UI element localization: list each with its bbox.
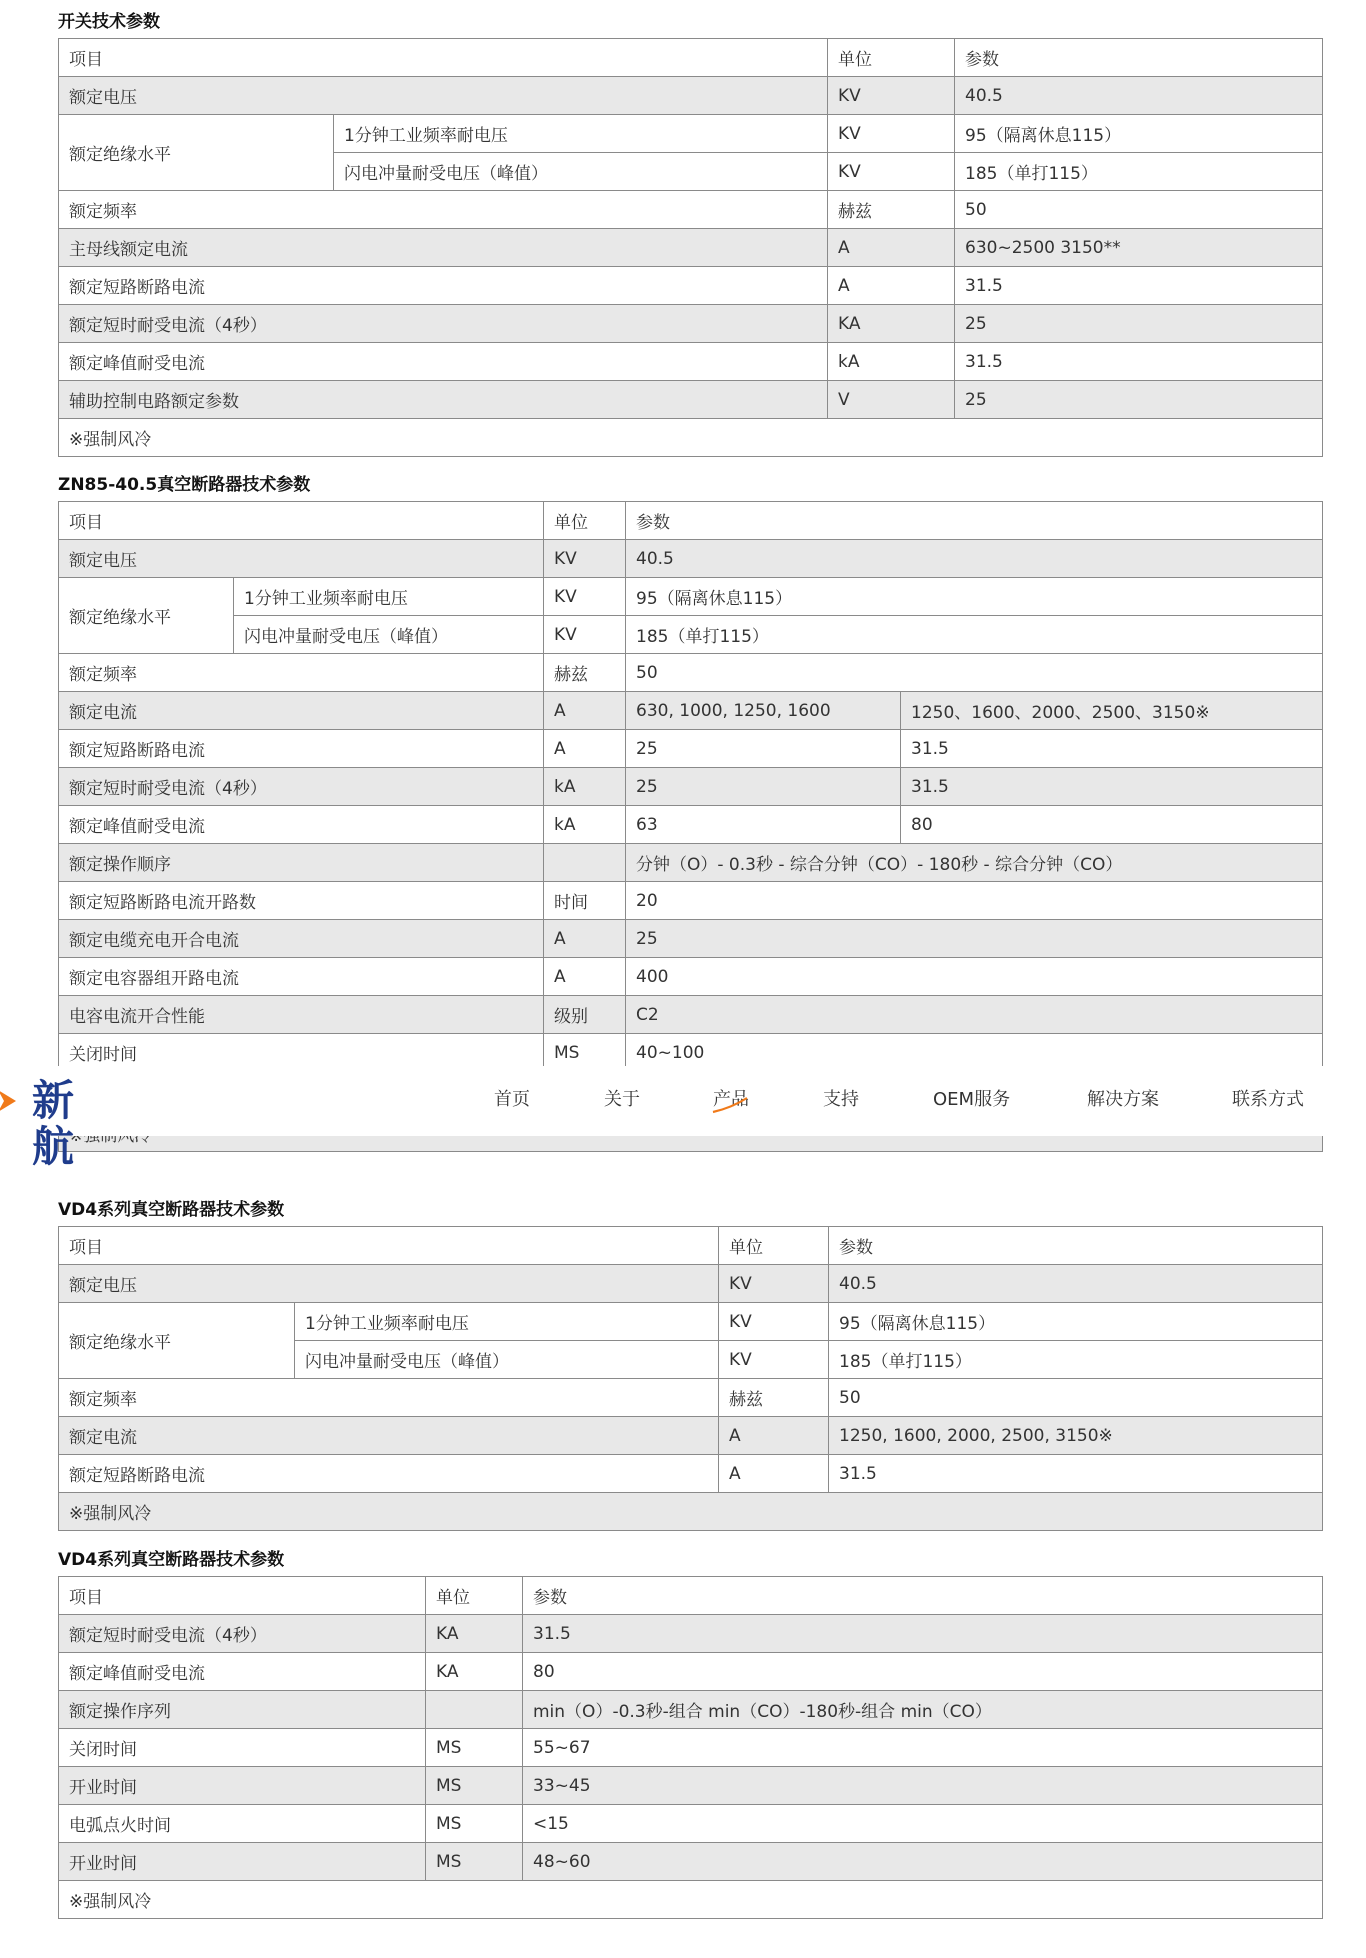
nav-products-label: 产品 xyxy=(713,1089,749,1110)
header-param: 参数 xyxy=(523,1577,1323,1615)
row-item: 额定绝缘水平 xyxy=(59,115,334,191)
table-row xyxy=(59,540,1323,578)
row-param: 31.5 xyxy=(523,1615,1323,1653)
row-item: 开业时间 xyxy=(59,1843,426,1881)
table-row xyxy=(59,1417,1323,1455)
row-param: 95（隔离休息115） xyxy=(955,115,1323,153)
row-item: 额定短时耐受电流（4秒） xyxy=(59,768,544,806)
table-row xyxy=(59,1805,1323,1843)
row-unit: kA xyxy=(544,768,626,806)
header-item: 项目 xyxy=(59,1227,719,1265)
table-row xyxy=(59,381,1323,419)
row-param: 33~45 xyxy=(523,1767,1323,1805)
row-unit: KV xyxy=(719,1265,829,1303)
row-param-b: 31.5 xyxy=(901,768,1323,806)
table-note: ※强制风冷 xyxy=(59,419,1323,457)
row-param: 55~67 xyxy=(523,1729,1323,1767)
row-param: 25 xyxy=(955,305,1323,343)
row-subitem: 闪电冲量耐受电压（峰值） xyxy=(295,1341,719,1379)
zn85-spec-table xyxy=(58,501,1323,1072)
row-item: 额定短路断路电流开路数 xyxy=(59,882,544,920)
row-unit: A xyxy=(719,1455,829,1493)
header-unit: 单位 xyxy=(828,39,955,77)
row-unit: 赫兹 xyxy=(544,654,626,692)
row-unit: MS xyxy=(426,1805,523,1843)
section-title: VD4系列真空断路器技术参数 xyxy=(58,1200,285,1220)
row-item: 关闭时间 xyxy=(59,1034,544,1072)
row-item: 额定电压 xyxy=(59,1265,719,1303)
header-item: 项目 xyxy=(59,1577,426,1615)
table-row xyxy=(59,267,1323,305)
row-param: 40.5 xyxy=(955,77,1323,115)
table-row xyxy=(59,191,1323,229)
row-item: 额定电流 xyxy=(59,1417,719,1455)
table-row xyxy=(59,115,1323,153)
row-unit: KV xyxy=(828,153,955,191)
row-item: 额定短时耐受电流（4秒） xyxy=(59,1615,426,1653)
table-row xyxy=(59,882,1323,920)
header-item: 项目 xyxy=(59,502,544,540)
vd4-spec-section-2 xyxy=(58,1548,1323,1919)
row-unit: kA xyxy=(828,343,955,381)
row-item: 额定峰值耐受电流 xyxy=(59,343,828,381)
row-param: min（O）-0.3秒-组合 min（CO）-180秒-组合 min（CO） xyxy=(523,1691,1323,1729)
row-item: 额定短时耐受电流（4秒） xyxy=(59,305,828,343)
row-unit: KV xyxy=(828,115,955,153)
table-row xyxy=(59,768,1323,806)
row-unit xyxy=(544,844,626,882)
row-item: 额定短路断路电流 xyxy=(59,1455,719,1493)
row-item: 电容电流开合性能 xyxy=(59,996,544,1034)
table-row xyxy=(59,958,1323,996)
row-param-b: 31.5 xyxy=(901,730,1323,768)
row-item: 额定频率 xyxy=(59,654,544,692)
row-item: 额定绝缘水平 xyxy=(59,1303,295,1379)
row-unit: A xyxy=(828,267,955,305)
row-unit: 赫兹 xyxy=(828,191,955,229)
row-param: 40~100 xyxy=(626,1034,1323,1072)
row-param: 25 xyxy=(626,920,1323,958)
row-param: 25 xyxy=(955,381,1323,419)
row-param: <15 xyxy=(523,1805,1323,1843)
row-subitem: 1分钟工业频率耐电压 xyxy=(295,1303,719,1341)
row-param: 48~60 xyxy=(523,1843,1323,1881)
row-param-a: 25 xyxy=(626,768,901,806)
table-row xyxy=(59,692,1323,730)
row-unit: A xyxy=(544,692,626,730)
row-param: 80 xyxy=(523,1653,1323,1691)
row-unit: 赫兹 xyxy=(719,1379,829,1417)
table-row xyxy=(59,343,1323,381)
row-unit: MS xyxy=(426,1843,523,1881)
table-row xyxy=(59,1265,1323,1303)
row-param: 分钟（O）- 0.3秒 - 综合分钟（CO）- 180秒 - 综合分钟（CO） xyxy=(626,844,1323,882)
row-param: 630~2500 3150** xyxy=(955,229,1323,267)
table-row xyxy=(59,1691,1323,1729)
table-row xyxy=(59,1379,1323,1417)
row-item: 辅助控制电路额定参数 xyxy=(59,381,828,419)
table-row xyxy=(59,1767,1323,1805)
section-title: ZN85-40.5真空断路器技术参数 xyxy=(58,475,311,495)
row-item: 额定短路断路电流 xyxy=(59,730,544,768)
row-param: 31.5 xyxy=(955,343,1323,381)
nav-oem-service[interactable]: OEM服务 xyxy=(933,1089,1011,1110)
row-item: 额定绝缘水平 xyxy=(59,578,234,654)
row-param: 1250, 1600, 2000, 2500, 3150※ xyxy=(829,1417,1323,1455)
active-indicator-icon xyxy=(711,1096,751,1116)
row-unit: KV xyxy=(828,77,955,115)
table-row xyxy=(59,229,1323,267)
row-item: 额定操作顺序 xyxy=(59,844,544,882)
row-param: 95（隔离休息115） xyxy=(829,1303,1323,1341)
header-item: 项目 xyxy=(59,39,828,77)
row-unit: A xyxy=(544,920,626,958)
row-param-a: 63 xyxy=(626,806,901,844)
row-param: 185（单打115） xyxy=(829,1341,1323,1379)
header-param: 参数 xyxy=(955,39,1323,77)
row-item: 关闭时间 xyxy=(59,1729,426,1767)
row-item: 电弧点火时间 xyxy=(59,1805,426,1843)
row-param: 185（单打115） xyxy=(626,616,1323,654)
row-item: 额定频率 xyxy=(59,191,828,229)
header-param: 参数 xyxy=(829,1227,1323,1265)
row-param: 95（隔离休息115） xyxy=(626,578,1323,616)
row-item: 额定电压 xyxy=(59,77,828,115)
table-note-row xyxy=(59,419,1323,457)
table-row xyxy=(59,1615,1323,1653)
header-unit: 单位 xyxy=(719,1227,829,1265)
row-unit: KA xyxy=(828,305,955,343)
section-title: VD4系列真空断路器技术参数 xyxy=(58,1550,285,1570)
row-item: 额定频率 xyxy=(59,1379,719,1417)
row-item: 额定电缆充电开合电流 xyxy=(59,920,544,958)
row-param-a: 25 xyxy=(626,730,901,768)
row-item: 额定电容器组开路电流 xyxy=(59,958,544,996)
zn85-spec-section xyxy=(58,473,1323,1072)
switch-spec-table xyxy=(58,38,1323,457)
table-row xyxy=(59,1303,1323,1341)
row-param: 31.5 xyxy=(829,1455,1323,1493)
row-param: 31.5 xyxy=(955,267,1323,305)
nav-support[interactable]: 支持 xyxy=(823,1089,859,1110)
table-row xyxy=(59,77,1323,115)
row-param-b: 1250、1600、2000、2500、3150※ xyxy=(901,692,1323,730)
row-subitem: 闪电冲量耐受电压（峰值） xyxy=(334,153,828,191)
site-header xyxy=(0,1066,1366,1171)
table-row xyxy=(59,616,1323,654)
row-unit: KV xyxy=(544,540,626,578)
row-unit: A xyxy=(544,958,626,996)
row-unit: KV xyxy=(719,1303,829,1341)
row-unit: 时间 xyxy=(544,882,626,920)
row-item: 额定峰值耐受电流 xyxy=(59,1653,426,1691)
row-subitem: 1分钟工业频率耐电压 xyxy=(234,578,544,616)
row-unit: A xyxy=(544,730,626,768)
table-row xyxy=(59,1843,1323,1881)
row-param: 50 xyxy=(626,654,1323,692)
table-row xyxy=(59,844,1323,882)
vd4-spec-table xyxy=(58,1226,1323,1531)
row-unit: MS xyxy=(544,1034,626,1072)
row-item: 额定电流 xyxy=(59,692,544,730)
row-unit: KA xyxy=(426,1615,523,1653)
row-unit: A xyxy=(828,229,955,267)
table-row xyxy=(59,1729,1323,1767)
row-param: 400 xyxy=(626,958,1323,996)
row-param: 185（单打115） xyxy=(955,153,1323,191)
table-row xyxy=(59,920,1323,958)
table-row xyxy=(59,578,1323,616)
table-note-row xyxy=(59,1493,1323,1531)
row-item: 额定短路断路电流 xyxy=(59,267,828,305)
table-header-row xyxy=(59,1577,1323,1615)
row-unit: 级别 xyxy=(544,996,626,1034)
logo-mark-icon xyxy=(0,1082,28,1120)
row-param: 20 xyxy=(626,882,1323,920)
row-subitem: 闪电冲量耐受电压（峰值） xyxy=(234,616,544,654)
row-param-a: 630, 1000, 1250, 1600 xyxy=(626,692,901,730)
vd4-timing-table xyxy=(58,1576,1323,1919)
nav-products[interactable] xyxy=(713,1088,749,1112)
header-unit: 单位 xyxy=(426,1577,523,1615)
table-row xyxy=(59,1653,1323,1691)
nav-contact[interactable]: 联系方式 xyxy=(1232,1089,1304,1110)
table-header-row xyxy=(59,1227,1323,1265)
nav-about[interactable]: 关于 xyxy=(604,1089,640,1110)
row-param: 40.5 xyxy=(626,540,1323,578)
row-item: 开业时间 xyxy=(59,1767,426,1805)
nav-solutions[interactable]: 解决方案 xyxy=(1087,1089,1159,1110)
row-item: 额定峰值耐受电流 xyxy=(59,806,544,844)
table-row xyxy=(59,654,1323,692)
row-unit xyxy=(426,1691,523,1729)
row-item: 主母线额定电流 xyxy=(59,229,828,267)
row-unit: MS xyxy=(426,1767,523,1805)
switch-spec-section xyxy=(58,10,1323,457)
row-item: 额定操作序列 xyxy=(59,1691,426,1729)
row-unit: KA xyxy=(426,1653,523,1691)
row-unit: KV xyxy=(544,616,626,654)
table-row xyxy=(59,305,1323,343)
row-subitem: 1分钟工业频率耐电压 xyxy=(334,115,828,153)
table-note: ※强制风冷 xyxy=(59,1881,1323,1919)
table-note: ※强制风冷 xyxy=(59,1493,1323,1531)
section-title: 开关技术参数 xyxy=(58,12,160,32)
table-row xyxy=(59,806,1323,844)
table-header-row xyxy=(59,502,1323,540)
table-row xyxy=(59,1455,1323,1493)
row-param: 50 xyxy=(829,1379,1323,1417)
table-note-row xyxy=(59,1881,1323,1919)
vd4-spec-section xyxy=(58,1198,1323,1531)
nav-home[interactable]: 首页 xyxy=(494,1089,530,1110)
table-header-row xyxy=(59,39,1323,77)
row-unit: A xyxy=(719,1417,829,1455)
row-unit: MS xyxy=(426,1729,523,1767)
logo-text: 新航 xyxy=(32,1076,77,1171)
row-unit: V xyxy=(828,381,955,419)
row-unit: kA xyxy=(544,806,626,844)
row-unit: KV xyxy=(544,578,626,616)
row-param: C2 xyxy=(626,996,1323,1034)
table-row xyxy=(59,996,1323,1034)
header-unit: 单位 xyxy=(544,502,626,540)
row-item: 额定电压 xyxy=(59,540,544,578)
row-param-b: 80 xyxy=(901,806,1323,844)
row-param: 40.5 xyxy=(829,1265,1323,1303)
table-row xyxy=(59,730,1323,768)
row-param: 50 xyxy=(955,191,1323,229)
header-param: 参数 xyxy=(626,502,1323,540)
row-unit: KV xyxy=(719,1341,829,1379)
